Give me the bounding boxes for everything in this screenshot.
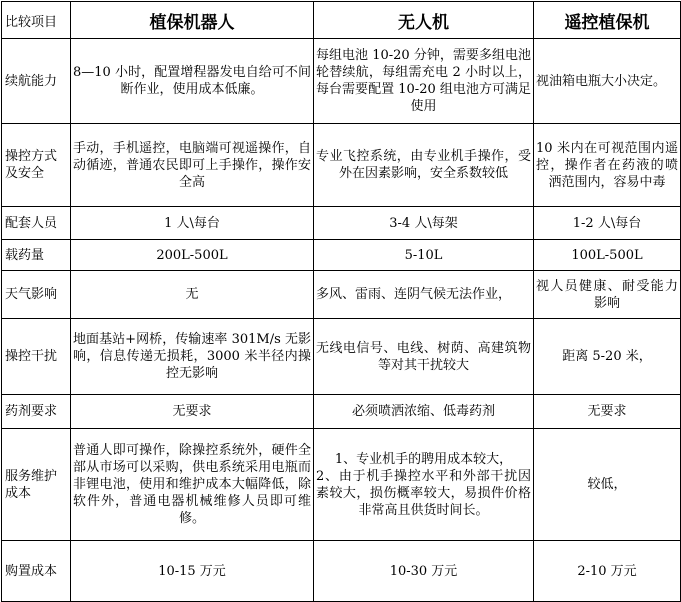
header-drone: 无人机 xyxy=(314,2,534,39)
cell-drone: 1、专业机手的聘用成本较大， 2、由于机手操控水平和外部干扰因素较大，损伤概率较大，易损件价格非常高且供货时间长。 xyxy=(314,429,534,541)
cell-robot: 8—10 小时，配置增程器发电自给可不间断作业，使用成本低廉。 xyxy=(71,39,314,124)
header-plant-protection-robot: 植保机器人 xyxy=(71,2,314,39)
table-row-control-safety xyxy=(2,124,681,207)
table-row-purchase-cost xyxy=(2,541,681,602)
cell-drone: 专业飞控系统，由专业机手操作，受外在因素影响，安全系数较低 xyxy=(314,124,534,207)
cell-robot: 普通人即可操作，除操控系统外，硬件全部从市场可以采购，供电系统采用电瓶而非锂电池，使用和维护成本大幅降低，除软件外，普通电器机械维修人员即可维修。 xyxy=(71,429,314,541)
cell-drone: 必须喷洒浓缩、低毒药剂 xyxy=(314,395,534,429)
cell-remote: 100L-500L xyxy=(534,240,681,271)
header-compare-item: 比较项目 xyxy=(2,2,71,39)
table-header-row xyxy=(2,2,681,39)
cell-remote: 10 米内在可视范围内遥控，操作者在药液的喷洒范围内，容易中毒 xyxy=(534,124,681,207)
cell-robot: 手动，手机遥控，电脑端可视遥操作，自动循迹，普通农民即可上手操作，操作安全高 xyxy=(71,124,314,207)
cell-robot: 无要求 xyxy=(71,395,314,429)
cell-remote: 视人员健康、耐受能力影响 xyxy=(534,271,681,319)
cell-robot: 10-15 万元 xyxy=(71,541,314,602)
table-row-endurance xyxy=(2,39,681,124)
row-label: 购置成本 xyxy=(2,541,71,602)
cell-drone: 10-30 万元 xyxy=(314,541,534,602)
cell-remote: 视油箱电瓶大小决定。 xyxy=(534,39,681,124)
row-label: 续航能力 xyxy=(2,39,71,124)
cell-remote: 较低， xyxy=(534,429,681,541)
table-row-payload xyxy=(2,240,681,271)
cell-robot: 无 xyxy=(71,271,314,319)
cell-robot: 1 人\每台 xyxy=(71,207,314,240)
table-row-pesticide xyxy=(2,395,681,429)
cell-remote: 2-10 万元 xyxy=(534,541,681,602)
table-row-interference xyxy=(2,319,681,395)
comparison-table xyxy=(1,1,681,602)
cell-drone: 5-10L xyxy=(314,240,534,271)
header-remote-sprayer: 遥控植保机 xyxy=(534,2,681,39)
row-label: 载药量 xyxy=(2,240,71,271)
cell-remote: 距离 5-20 米， xyxy=(534,319,681,395)
table-row-staff xyxy=(2,207,681,240)
cell-drone: 无线电信号、电线、树荫、高建筑物等对其干扰较大 xyxy=(314,319,534,395)
row-label: 操控方式及安全 xyxy=(2,124,71,207)
cell-drone: 3-4 人\每架 xyxy=(314,207,534,240)
cell-remote: 无要求 xyxy=(534,395,681,429)
row-label: 天气影响 xyxy=(2,271,71,319)
cell-remote: 1-2 人\每台 xyxy=(534,207,681,240)
row-label: 药剂要求 xyxy=(2,395,71,429)
row-label: 服务维护成本 xyxy=(2,429,71,541)
table-row-weather xyxy=(2,271,681,319)
row-label: 配套人员 xyxy=(2,207,71,240)
table-row-maintenance xyxy=(2,429,681,541)
cell-drone: 每组电池 10-20 分钟，需要多组电池轮替续航，每组需充电 2 小时以上，每台需要配置 10-20 组电池方可满足使用 xyxy=(314,39,534,124)
row-label: 操控干扰 xyxy=(2,319,71,395)
cell-robot: 200L-500L xyxy=(71,240,314,271)
cell-drone: 多风、雷雨、连阴气候无法作业， xyxy=(314,271,534,319)
cell-robot: 地面基站+网桥，传输速率 301M/s 无影响，信息传递无损耗，3000 米半径内操控无影响 xyxy=(71,319,314,395)
